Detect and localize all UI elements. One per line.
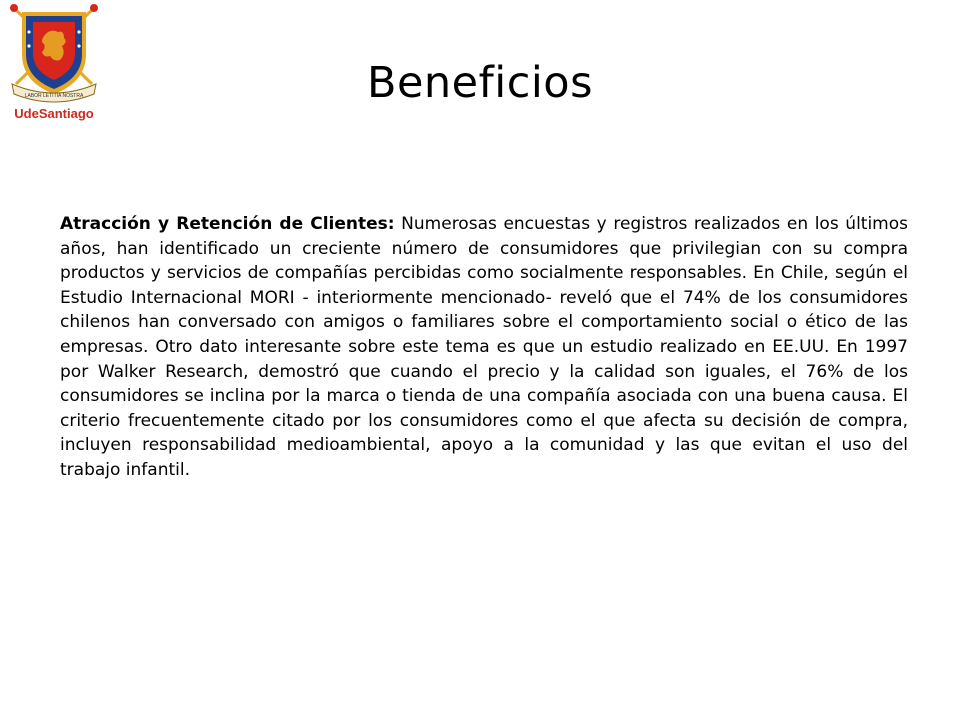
logo-text: UdeSantiago [14,106,94,121]
slide-body [60,212,908,483]
lead-heading: Atracción y Retención de Clientes: [60,214,395,234]
logo-motto: LABOR LETITIA NOSTRA [24,93,84,99]
body-text: Numerosas encuestas y registros realizados en los últimos años, han identificado un creciente número de consumidores que privilegian con su compra productos y servicios de compañías percibidas como socialmente responsables. En Chile, según el Estudio Internacional MORI - interiormente mencionado- reveló que el 74% de los consumidores chilenos han conversado con amigos o familiares sobre el comportamiento social o ético de las empresas. Otro dato interesante sobre este tema es que un estudio realizado en EE.UU. En 1997 por Walker Research, demostró que cuando el precio y la calidad son iguales, el 76% de los consumidores se inclina por la marca o tienda de una compañía asociada con una buena causa. El criterio frecuentemente citado por los consumidores como el que afecta su decisión de compra, incluyen responsabilidad medioambiental, apoyo a la comunidad y las que evitan el uso del trabajo infantil. [60,214,908,480]
slide-title: Beneficios [366,58,594,108]
